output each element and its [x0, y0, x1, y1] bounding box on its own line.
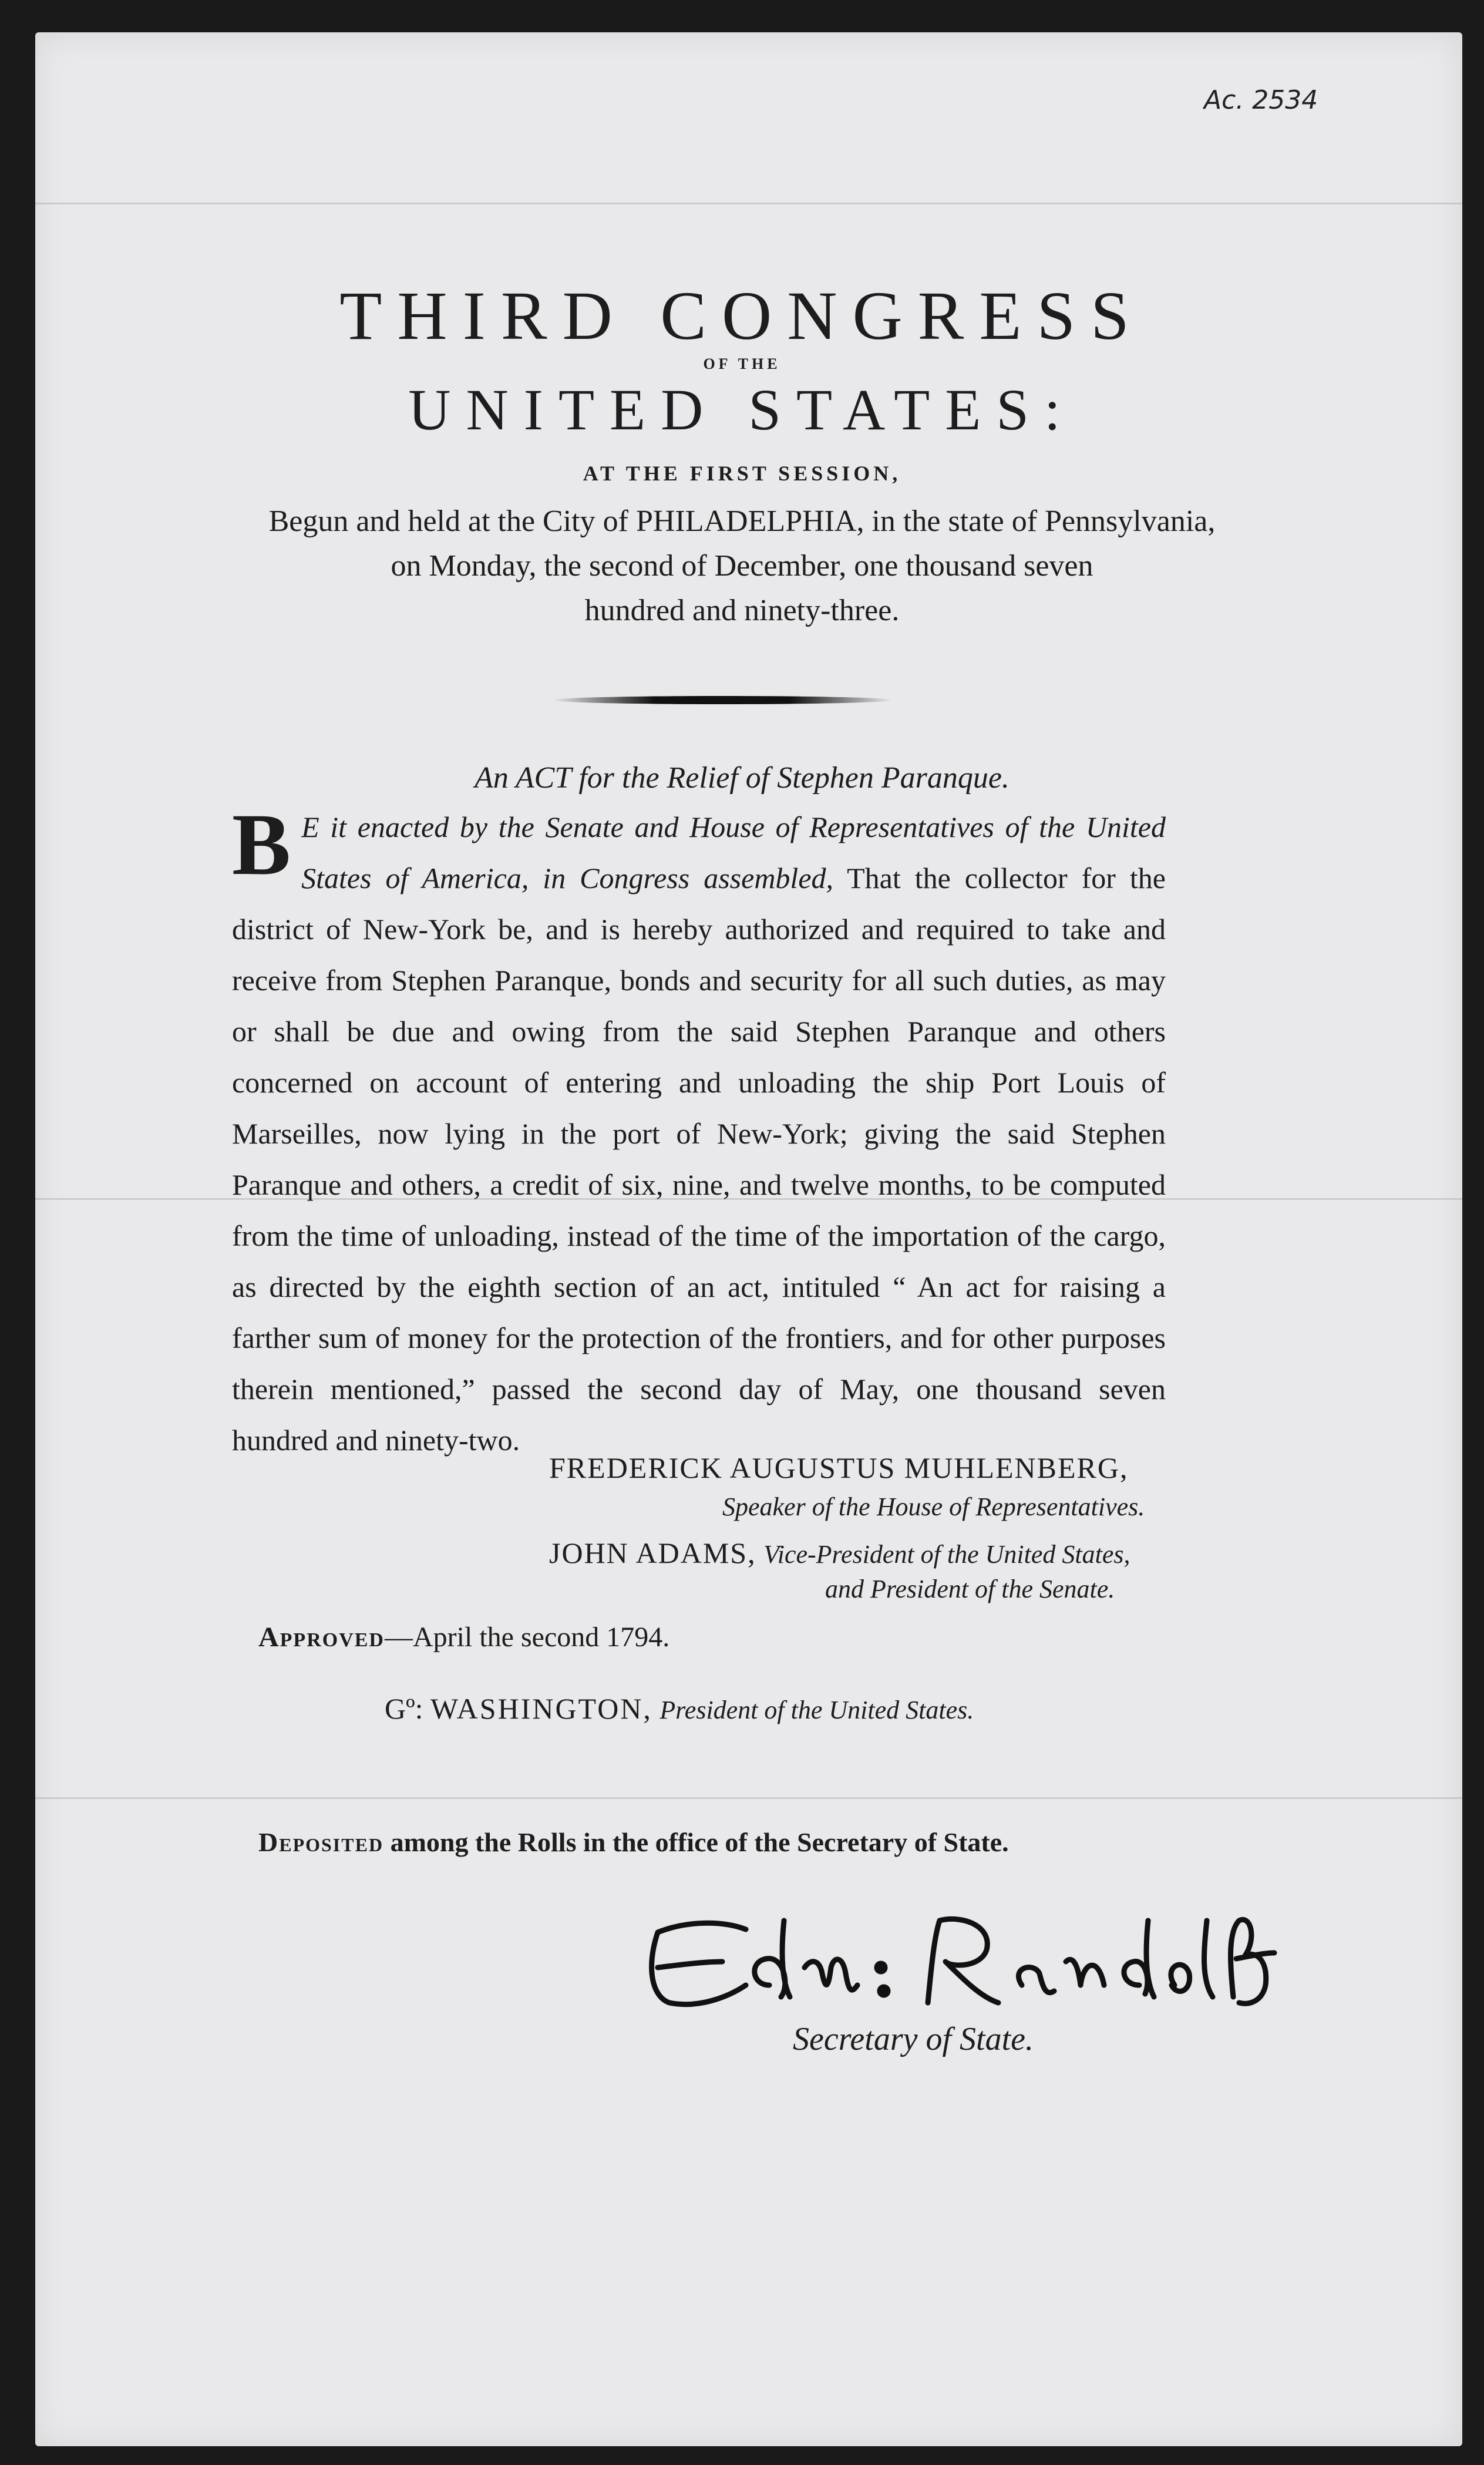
handwritten-signature [634, 1897, 1280, 2026]
session-details-line: Begun and held at the City of PHILADELPHIA, in the state of Pennsylvania, [268, 505, 1216, 538]
session-details [0, 499, 1484, 633]
speaker-title: Speaker of the House of Representatives. [722, 1492, 1145, 1521]
heading-united-states: UNITED STATES: [408, 377, 1076, 442]
drop-cap: B [232, 796, 291, 893]
president-signature [385, 1691, 974, 1726]
enacting-clause: E it enacted by the Senate and House of Representatives of the United States of America, in Congress assembled, [301, 811, 1166, 894]
deposited-label: Deposited [258, 1827, 384, 1857]
act-title: An ACT for the Relief of Stephen Paranque. [475, 761, 1009, 795]
catalog-number: Ac. 2534 [1204, 85, 1318, 115]
act-body-text [232, 796, 1166, 1466]
approval-date: —April the second 1794. [385, 1622, 670, 1653]
heading-of-the: OF THE [703, 355, 781, 372]
approval-line [258, 1621, 669, 1653]
vice-president-title: Vice-President of the United States, [763, 1540, 1130, 1569]
president-title: President of the United States. [659, 1696, 974, 1724]
session-details-line: on Monday, the second of December, one thousand seven [391, 549, 1093, 583]
heading-third-congress: THIRD CONGRESS [339, 277, 1145, 354]
act-body [232, 796, 1166, 1466]
ornamental-rule [552, 696, 893, 704]
speaker-name: FREDERICK AUGUSTUS MUHLENBERG, [549, 1451, 1129, 1484]
deposit-line [258, 1827, 1009, 1858]
senate-president-title: and President of the Senate. [825, 1575, 1115, 1603]
session-line: AT THE FIRST SESSION, [583, 462, 901, 485]
session-details-line: hundred and ninety-three. [584, 594, 900, 627]
president-prefix: Gº: [385, 1692, 423, 1725]
approved-label: Approved [258, 1622, 385, 1653]
secretary-of-state-title: Secretary of State. [793, 2021, 1034, 2057]
act-provisions: That the collector for the district of New-York be, and is hereby authorized and required to take and receive from Stephen Paranque, bonds and security for all such duties, as may or shall be due and owing from the said Stephen Paranque and others concerned on account of entering and unloading the ship Port Louis of Marseilles, now lying in the port of New-York; giving the said Stephen Paranque and others, a credit of six, nine, and twelve months, to be computed from the time of unloading, instead of the time of the importation of the cargo, as directed by the eighth section of an act, intituled “ An act for raising a farther sum of money for the protection of the frontiers, and for other purposes therein mentioned,” passed the second day of May, one thousand seven hundred and ninety-two. [232, 862, 1166, 1457]
vice-president-signature [549, 1536, 1130, 1570]
vice-president-name: JOHN ADAMS, [549, 1536, 756, 1569]
president-name: WASHINGTON, [430, 1692, 652, 1725]
fold-line [35, 1797, 1462, 1799]
fold-line [35, 203, 1462, 204]
deposit-text: among the Rolls in the office of the Secretary of State. [383, 1827, 1009, 1857]
